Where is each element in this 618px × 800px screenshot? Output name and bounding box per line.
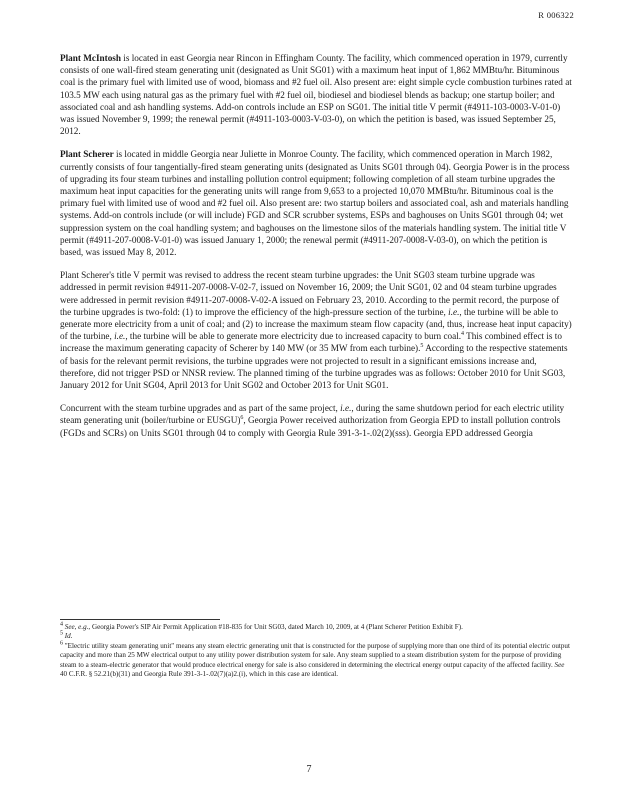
footnote-4-number: 4 bbox=[60, 621, 63, 628]
turbine-text-c: , the turbine will be able to generate more electricity due to increased capacity to burn coal. bbox=[125, 331, 462, 342]
concurrent-text-b: , during the same shutdown period for each electric utility steam generating unit (boiler/turbine or EUSGU) bbox=[60, 403, 565, 426]
concurrent-text-a: Concurrent with the steam turbine upgrades and as part of the same project, bbox=[60, 403, 341, 414]
plant-mcintosh-text: is located in east Georgia near Rincon in Effingham County. The facility, which commenced operation in 1979, currently consists of one wall-fired steam generating unit (designated as Unit SG01) with a maximum heat input of 1,862 MMBtu/hr. Bituminous coal is the primary fuel with limited use of wood, biomass and #2 fuel oil. Also present are: eight simple cycle combustion turbines rated at 103.5 MW each using natural gas as the primary fuel with #2 fuel oil, biodiesel and biodiesel blends as backup; one startup boiler; and associated coal and ash handling systems. Add-on controls include an ESP on SG01. The initial title V permit (#4911-103-0003-V-01-0) was issued November 9, 1999; the renewal permit (#4911-103-0003-V-03-0), on which the petition is based, was issued September 25, 2012. bbox=[60, 53, 572, 137]
footnote-ref-6[interactable]: 6 bbox=[240, 415, 244, 422]
footnote-ref-5[interactable]: 5 bbox=[420, 343, 424, 350]
turbine-text-a: Plant Scherer's title V permit was revised to address the recent steam turbine upgrades: the Unit SG03 steam turbine upgrade was addressed in permit revision #4911-207-0008-V-02-7, issued on November 16, 2009; the Unit SG01, 02 and 04 steam turbine upgrades were addressed in permit revision #4911-207-0008-V-02-A issued on February 23, 2010. According to the permit record, the purpose of the turbine upgrades is two-fold: (1) to improve the efficiency of the high-pressure section of the turbine, bbox=[60, 270, 560, 317]
footnote-6-number: 6 bbox=[60, 640, 63, 647]
footnote-ref-4[interactable]: 4 bbox=[461, 331, 465, 338]
turbine-text-d: This combined effect is to increase the maximum generating capacity of Scherer by 140 MW (or 35 MW from each turbine). bbox=[60, 331, 562, 354]
turbine-text-e: According to the respective statements of basis for the relevant permit revisions, the turbine upgrades were not projected to result in a significant emissions increase and, therefore, did not trigger PSD or NNSR review. The planned timing of the turbine upgrades was as follows: October 2010 for Unit SG03, January 2012 for Unit SG04, April 2013 for Unit SG02 and October 2013 for Unit SG01. bbox=[60, 343, 568, 391]
plant-mcintosh-name: Plant McIntosh bbox=[60, 53, 121, 63]
footnote-4-text: , Georgia Power's SIP Air Permit Application #18-835 for Unit SG03, dated March 10, 2009, at 4 (Plant Scherer Petition Exhibit F). bbox=[88, 623, 463, 631]
turbine-text-b: , the turbine will be able to generate more electricity from a unit of coal; and (2) to increase the maximum steam flow capacity (and, thus, increase heat input capacity) of the turbine, bbox=[60, 306, 572, 342]
ie-italic-2: i.e. bbox=[114, 331, 126, 342]
footnote-5-text: Id. bbox=[64, 632, 73, 641]
footnote-divider bbox=[60, 619, 220, 620]
paragraph-turbine-upgrades bbox=[60, 269, 572, 391]
footnote-5-number: 5 bbox=[60, 631, 63, 638]
footnote-5 bbox=[60, 632, 572, 641]
concurrent-text-c: , Georgia Power received authorization from Georgia EPD to install pollution controls (FGDs and SCRs) on Units SG01 through 04 to comply with Georgia Rule 391-3-1-.02(2)(sss). Georgia EPD addressed Georgia bbox=[60, 415, 561, 438]
footnote-4 bbox=[60, 623, 572, 632]
plant-scherer-text: is located in middle Georgia near Juliette in Monroe County. The facility, which commenced operation in March 1982, currently consists of four tangentially-fired steam generating units (designated as Units SG01 through 04). Georgia Power is in the process of upgrading its four steam turbines and installing pollution control equipment; following completion of all steam turbine upgrades the maximum heat input capacities for the generating units will range from 9,653 to a projected 10,070 MMBtu/hr. Bituminous coal is the primary fuel with limited use of wood and #2 fuel oil. Also present are: two startup boilers and associated coal, ash and materials handling systems. Add-on controls include (or will include) FGD and SCR scrubber systems, ESPs and baghouses on Units SG01 through 04; wet suppression system on the coal handling system; and baghouses on the limestone silos of the materials handling system. The initial title V permit (#4911-207-0008-V-01-0) was issued January 1, 2000; the renewal permit (#4911-207-0008-V-03-0), on which the petition is based, was issued May 8, 2012. bbox=[60, 149, 570, 258]
footnote-6-text: "Electric utility steam generating unit" means any steam electric generating unit that is constructed for the purpose of supplying more than one third of its potential electric output capacity and more than 25 MW electrical output to any utility power distribution system for sale. Any steam supplied to a steam distribution system for the purpose of providing steam to a steam-electric generator that would produce electrical energy for sale is also considered in determining the electrical energy output capacity of the affected facility. bbox=[60, 641, 570, 669]
paragraph-concurrent-controls bbox=[60, 402, 572, 439]
footnote-6-tail: 40 C.F.R. § 52.21(b)(31) and Georgia Rule 391-3-1-.02(7)(a)2.(i), which in this case are identical. bbox=[60, 670, 339, 679]
page-number: 7 bbox=[306, 764, 312, 775]
ie-italic-3: i.e. bbox=[340, 403, 352, 414]
plant-scherer-name: Plant Scherer bbox=[60, 149, 114, 160]
footnote-4-signal: See, e.g. bbox=[64, 623, 89, 631]
footnote-6-signal: See bbox=[554, 660, 565, 669]
ie-italic-1: i.e. bbox=[448, 306, 460, 317]
bates-number: R 006322 bbox=[538, 10, 574, 20]
body-text bbox=[60, 52, 572, 450]
footnotes bbox=[60, 623, 572, 679]
paragraph-plant-scherer bbox=[60, 148, 572, 258]
paragraph-plant-mcintosh bbox=[60, 52, 572, 137]
footnote-6 bbox=[60, 642, 572, 680]
